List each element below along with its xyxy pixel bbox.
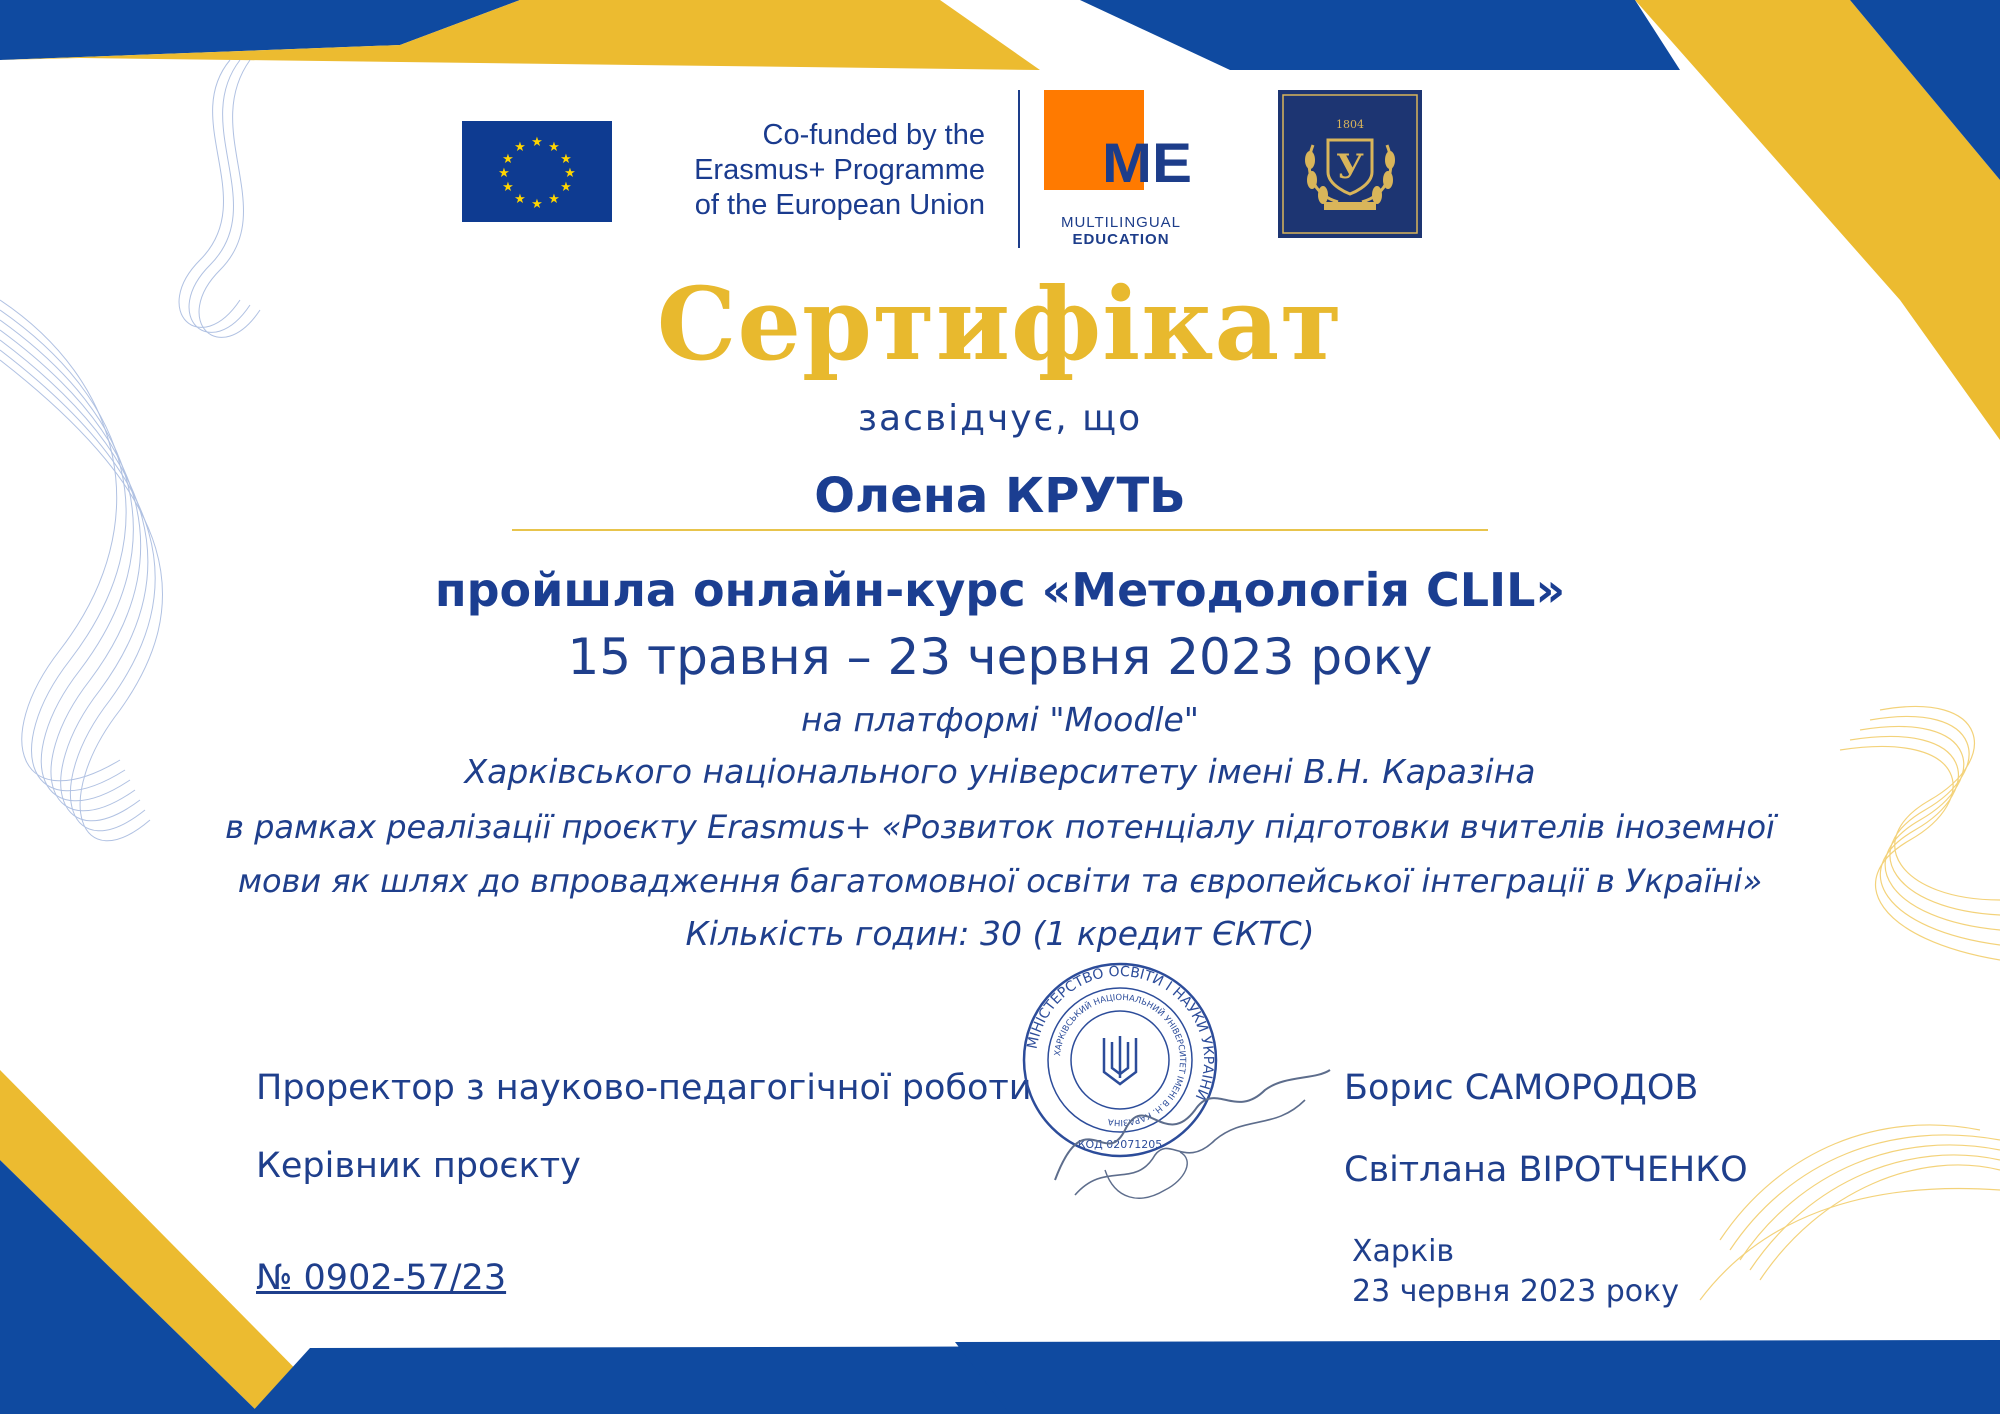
university-logo-letter: У [1336, 147, 1364, 187]
university-text: Харківського національного університету імені В.Н. Каразіна [464, 752, 1536, 791]
issue-city: Харків [1352, 1234, 1455, 1269]
me-logo-caption [1036, 214, 1206, 248]
svg-text:★: ★ [514, 140, 526, 155]
bottom-right-blue-band [955, 1340, 2000, 1414]
certifies-text: засвідчує, що [857, 398, 1143, 439]
eu-text-line-3: of the European Union [694, 189, 985, 221]
svg-text:★: ★ [548, 192, 560, 207]
platform-text: на платформі "Moodle" [801, 700, 1199, 739]
eu-text-line-2: Erasmus+ Programme [694, 154, 985, 186]
issue-place-date [1352, 1232, 1679, 1312]
eu-text-line-1: Co-funded by the [762, 119, 985, 151]
hours-text: Кількість годин: 30 (1 кредит ЄКТС) [685, 914, 1315, 953]
svg-text:★: ★ [560, 152, 572, 167]
university-logo [1278, 90, 1422, 238]
svg-text:★: ★ [531, 197, 543, 212]
seal-code: КОД 02071205 [1077, 1138, 1163, 1151]
right-wave-lines [1700, 706, 2000, 1300]
certificate-number: № 0902-57/23 [256, 1258, 507, 1298]
logo-divider [1018, 90, 1020, 248]
svg-text:★: ★ [564, 166, 576, 181]
project-text-line-2: мови як шлях до впровадження багатомовної освіти та європейської інтеграції в Україні» [237, 862, 1763, 900]
project-lead-role: Керівник проєкту [256, 1146, 581, 1186]
vice-rector-name: Борис САМОРОДОВ [1344, 1068, 1699, 1108]
svg-text:★: ★ [502, 180, 514, 195]
top-right-blue-band [1080, 0, 1680, 70]
vice-rector-role: Проректор з науково-педагогічної роботи [256, 1068, 1032, 1108]
project-text-line-1: в рамках реалізації проєкту Erasmus+ «Розвиток потенціалу підготовки вчителів іноземної [225, 808, 1775, 846]
university-logo-year: 1804 [1336, 118, 1364, 131]
course-title: пройшла онлайн-курс «Методологія CLIL» [434, 563, 1566, 617]
seal-inner-text: ХАРКІВСЬКИЙ НАЦІОНАЛЬНИЙ УНІВЕРСИТЕТ ІМЕНІ В.Н. КАРАЗІНА [1053, 992, 1188, 1128]
eu-cofunded-text [640, 118, 985, 223]
me-logo-letters: ME [1102, 131, 1192, 194]
course-dates: 15 травня – 23 червня 2023 року [567, 628, 1433, 686]
eu-flag-icon [462, 121, 612, 222]
name-underline [512, 529, 1488, 531]
svg-text:★: ★ [548, 140, 560, 155]
svg-text:★: ★ [531, 135, 543, 150]
recipient-name: Олена КРУТЬ [814, 468, 1186, 524]
svg-text:★: ★ [514, 192, 526, 207]
svg-text:★: ★ [502, 152, 514, 167]
me-caption-line-2: EDUCATION [1072, 231, 1170, 248]
handwritten-signature [1045, 1040, 1345, 1210]
project-lead-name: Світлана ВІРОТЧЕНКО [1344, 1150, 1748, 1190]
certificate-title: Сертифікат [656, 265, 1344, 383]
me-caption-line-1: MULTILINGUAL [1060, 214, 1182, 231]
svg-text:★: ★ [560, 180, 572, 195]
issue-date: 23 червня 2023 року [1352, 1274, 1679, 1309]
svg-text:★: ★ [498, 166, 510, 181]
seal-outer-text: МІНІСТЕРСТВО ОСВІТИ І НАУКИ УКРАЇНИ [1024, 963, 1217, 1103]
